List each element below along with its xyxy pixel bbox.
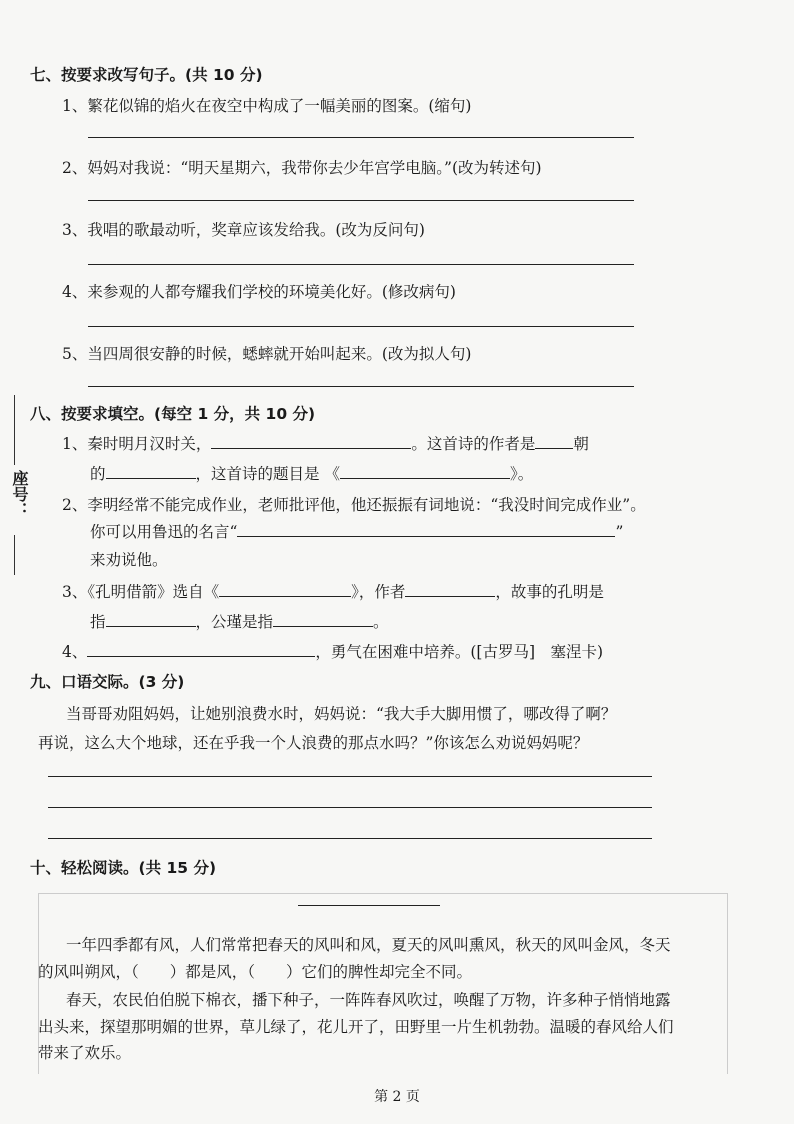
fill-blank xyxy=(237,522,615,537)
text: ，故事的孔明是 xyxy=(495,583,604,601)
answer-line xyxy=(48,776,652,777)
text: 》。 xyxy=(509,465,534,483)
text: 的 xyxy=(90,465,106,483)
answer-line xyxy=(88,264,634,265)
text: 1、秦时明月汉时关， xyxy=(62,435,212,453)
text: ，勇气在困难中培养。([古罗马] 塞涅卡) xyxy=(315,643,604,661)
margin-line xyxy=(14,395,15,465)
answer-line xyxy=(48,807,652,808)
paragraph-line: 带来了欢乐。 xyxy=(38,1044,132,1062)
reading-frame xyxy=(38,893,728,1074)
text: 。 xyxy=(373,613,389,631)
question-7-3: 3、我唱的歌最动听，奖章应该发给我。(改为反问句) xyxy=(62,221,425,239)
fill-blank xyxy=(219,582,351,597)
text: ，公瑾是指 xyxy=(195,613,274,631)
text: ” xyxy=(615,523,624,541)
paragraph-line: 当哥哥劝阻妈妈，让她别浪费水时，妈妈说：“我大手大脚用惯了，哪改得了啊？ xyxy=(66,705,617,723)
text: 3、《孔明借箭》选自《 xyxy=(62,583,220,601)
question-7-4: 4、来参观的人都夸耀我们学校的环境美化好。(修改病句) xyxy=(62,283,456,301)
question-7-5: 5、当四周很安静的时候，蟋蟀就开始叫起来。(改为拟人句) xyxy=(62,345,472,363)
seat-number-label: 座号： xyxy=(10,470,29,518)
question-8-2-line1: 2、李明经常不能完成作业，老师批评他，他还振振有词地说：“我没时间完成作业”。 xyxy=(62,496,646,514)
question-8-3-line2 xyxy=(90,610,389,632)
text: 你可以用鲁迅的名言“ xyxy=(90,523,238,541)
answer-line xyxy=(88,326,634,327)
question-7-1: 1、繁花似锦的焰火在夜空中构成了一幅美丽的图案。(缩句) xyxy=(62,97,472,115)
question-8-1-line1 xyxy=(62,432,589,454)
answer-line xyxy=(88,386,634,387)
text: 4、 xyxy=(62,643,88,661)
text: 指 xyxy=(90,613,106,631)
paragraph-line: 春天，农民伯伯脱下棉衣，播下种子，一阵阵春风吹过，唤醒了万物，许多种子悄悄地露 xyxy=(66,991,671,1009)
question-8-1-line2 xyxy=(90,462,533,484)
answer-line xyxy=(88,200,634,201)
section-10-title: 十、轻松阅读。(共 15 分) xyxy=(30,859,217,877)
article-title-blank xyxy=(298,905,440,906)
question-8-2-line2 xyxy=(90,520,623,542)
paragraph-line: 一年四季都有风，人们常常把春天的风叫和风，夏天的风叫熏风，秋天的风叫金风，冬天 xyxy=(66,936,671,954)
margin-line xyxy=(14,535,15,575)
section-7-title: 七、按要求改写句子。(共 10 分) xyxy=(30,66,263,84)
question-8-4 xyxy=(62,640,603,662)
fill-blank xyxy=(106,612,196,627)
answer-line xyxy=(48,838,652,839)
page-number: 第 2 页 xyxy=(374,1089,420,1105)
text: ，这首诗的题目是 《 xyxy=(195,465,340,483)
fill-blank xyxy=(340,464,510,479)
text: 》，作者 xyxy=(351,583,406,601)
paragraph-line: 再说，这么大个地球，还在乎我一个人浪费的那点水吗？”你该怎么劝说妈妈呢？ xyxy=(38,734,589,752)
question-8-2-line3: 来劝说他。 xyxy=(90,551,168,569)
question-8-3-line1 xyxy=(62,580,604,602)
paragraph-line: 出头来，探望那明媚的世界，草儿绿了，花儿开了，田野里一片生机勃勃。温暖的春风给人们 xyxy=(38,1018,674,1036)
fill-blank xyxy=(106,464,196,479)
fill-blank xyxy=(211,434,411,449)
section-9-title: 九、口语交际。(3 分) xyxy=(30,673,185,691)
answer-line xyxy=(88,137,634,138)
fill-blank xyxy=(273,612,373,627)
fill-blank xyxy=(405,582,495,597)
paragraph-line: 的风叫朔风，（ ）都是风，（ ）它们的脾性却完全不同。 xyxy=(38,963,473,981)
text: 。这首诗的作者是 xyxy=(411,435,536,453)
fill-blank xyxy=(535,434,573,449)
fill-blank xyxy=(87,642,315,657)
section-8-title: 八、按要求填空。(每空 1 分，共 10 分) xyxy=(30,405,316,423)
question-7-2: 2、妈妈对我说：“明天星期六，我带你去少年宫学电脑。”(改为转述句) xyxy=(62,159,542,177)
text: 朝 xyxy=(573,435,589,453)
